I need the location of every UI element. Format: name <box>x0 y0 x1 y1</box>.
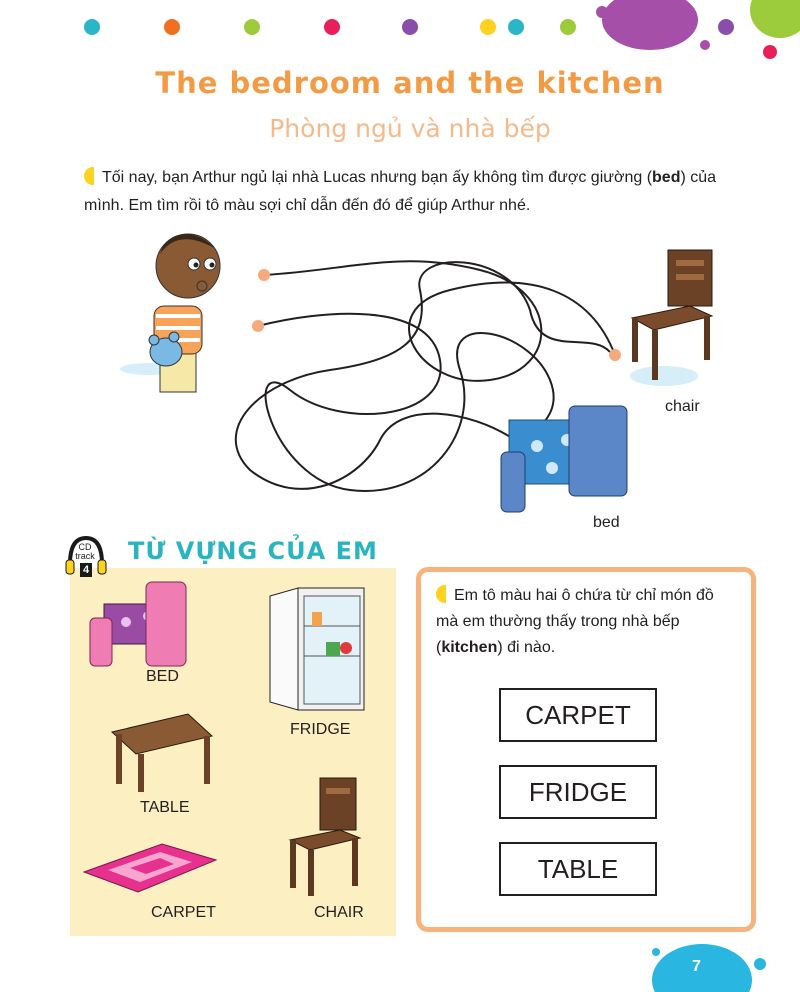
vocab-label-chair: CHAIR <box>314 904 364 921</box>
dot <box>560 19 576 35</box>
dot <box>402 19 418 35</box>
dot <box>324 19 340 35</box>
cd-track-number: 4 <box>80 563 92 577</box>
vocab-carpet-image <box>80 838 220 898</box>
dot <box>164 19 180 35</box>
dot <box>84 19 100 35</box>
bed-illustration <box>497 396 637 516</box>
vocab-label-fridge: FRIDGE <box>290 721 351 738</box>
word-box-table[interactable]: TABLE <box>499 842 657 896</box>
word-box-carpet[interactable]: CARPET <box>499 688 657 742</box>
page-subtitle: Phòng ngủ và nhà bếp <box>269 114 551 143</box>
dot <box>508 19 524 35</box>
page-title: The bedroom and the kitchen <box>155 66 665 100</box>
vocab-bed-image <box>86 578 196 670</box>
kitchen-task-instruction: Em tô màu hai ô chứa từ chỉ món đồ mà em thường thấy trong nhà bếp (kitchen) đi nào. <box>436 587 714 656</box>
maze-instruction: Tối nay, bạn Arthur ngủ lại nhà Lucas nhưng bạn ấy không tìm được giường (bed) của mình. Em tìm rồi tô màu sợi chỉ dẫn đến đó để giúp Arthur nhé. <box>84 169 717 214</box>
vocab-table-image <box>108 710 216 794</box>
bullet-icon <box>84 167 94 185</box>
vocab-chair-image <box>286 776 366 900</box>
vocab-label-table: TABLE <box>140 799 190 816</box>
vocab-label-carpet: CARPET <box>151 904 216 921</box>
boy-arthur-illustration <box>118 224 238 404</box>
chair-illustration <box>624 246 720 396</box>
vocab-title: TỪ VỰNG CỦA EM <box>128 537 378 565</box>
page-number-splash <box>650 936 800 992</box>
page-number: 7 <box>692 958 701 975</box>
bullet-icon <box>436 585 446 603</box>
dot <box>480 19 496 35</box>
dot <box>244 19 260 35</box>
maze-label-chair: chair <box>665 398 700 415</box>
cd-track-label: CD track <box>75 542 95 561</box>
word-box-fridge[interactable]: FRIDGE <box>499 765 657 819</box>
maze-label-bed: bed <box>593 514 620 531</box>
vocab-label-bed: BED <box>146 668 179 685</box>
vocab-fridge-image <box>268 586 374 718</box>
